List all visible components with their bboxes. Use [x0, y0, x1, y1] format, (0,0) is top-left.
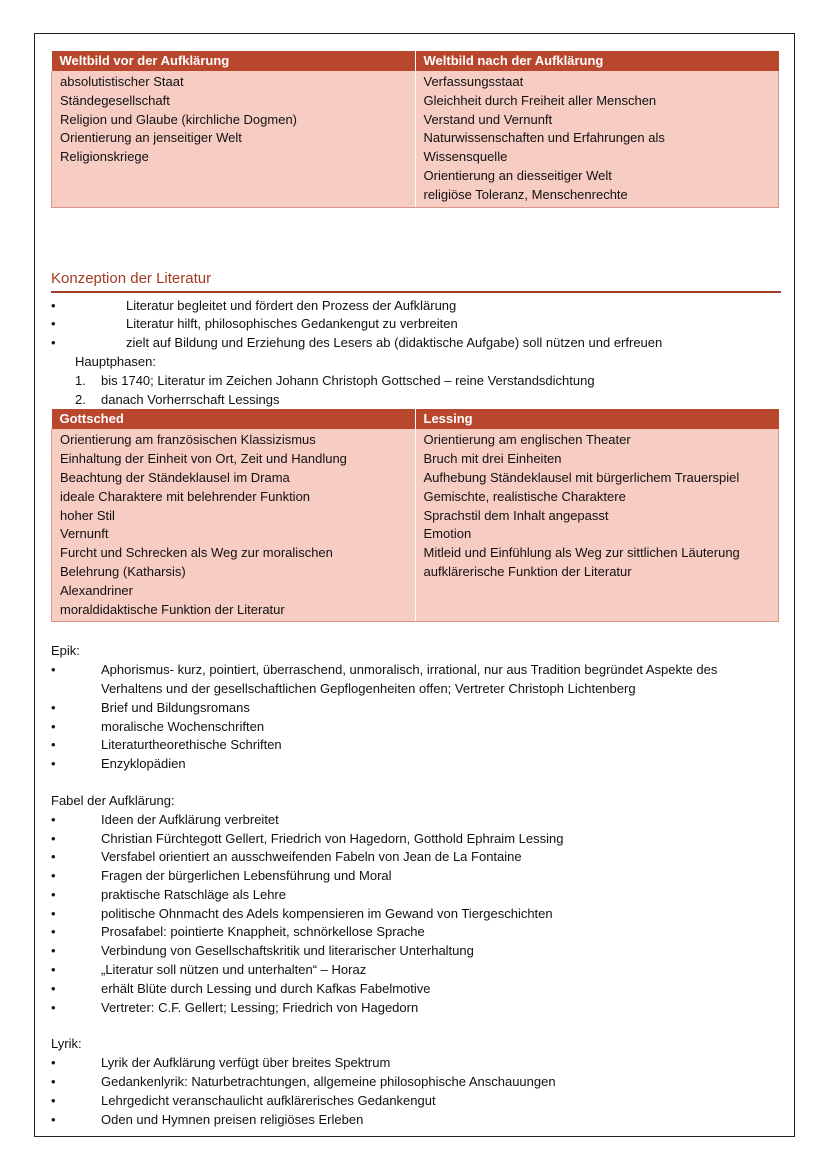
list-item-text: Verbindung von Gesellschaftskritik und literarischer Unterhaltung — [101, 943, 474, 959]
list-item-text: praktische Ratschläge als Lehre — [101, 886, 286, 902]
bullet-icon: • — [51, 811, 56, 827]
bullet-icon: • — [51, 962, 56, 978]
bullet-icon: • — [51, 662, 56, 678]
bullet-icon: • — [51, 830, 56, 846]
list-item — [51, 755, 781, 774]
lessing-item: Gemischte, realistische Charaktere — [423, 488, 626, 504]
list-item-text: Oden und Hymnen preisen religiöses Erleben — [101, 1111, 364, 1127]
lyrik-label: Lyrik: — [51, 1036, 82, 1052]
phase-text: danach Vorherrschaft Lessings — [101, 391, 280, 407]
list-item — [51, 980, 781, 999]
list-item — [51, 867, 781, 886]
list-item — [51, 905, 781, 924]
list-item — [51, 661, 781, 699]
list-item — [51, 1111, 781, 1130]
list-item — [51, 848, 781, 867]
worldview-before-item: absolutistischer Staat — [60, 74, 184, 89]
worldview-after-item: religiöse Toleranz, Menschenrechte — [423, 186, 628, 202]
worldview-before-item: Ständegesellschaft — [60, 92, 170, 108]
bullet-icon: • — [51, 1074, 56, 1090]
list-item — [51, 1054, 781, 1073]
lessing-item: Bruch mit drei Einheiten — [423, 451, 562, 467]
bullet-icon: • — [51, 297, 56, 313]
page-frame — [34, 33, 795, 1137]
list-item-text: Enzyklopädien — [101, 756, 186, 772]
worldview-after-item: Verstand und Vernunft — [423, 111, 553, 127]
worldview-before-item: Orientierung an jenseitiger Welt — [60, 130, 242, 146]
concept-bullet-list — [51, 297, 781, 353]
bullet-icon: • — [51, 718, 56, 734]
lessing-header: Lessing — [415, 409, 779, 429]
worldview-header-before: Weltbild vor der Aufklärung — [52, 51, 416, 71]
gottsched-item: Beachtung der Ständeklausel im Drama — [60, 469, 290, 485]
list-item — [51, 334, 781, 353]
list-item-text: zielt auf Bildung und Erziehung des Lesers ab (didaktische Aufgabe) soll nützen und erfreuen — [126, 335, 663, 351]
bullet-icon: • — [51, 943, 56, 959]
list-item — [51, 961, 781, 980]
list-item-text: Aphorismus- kurz, pointiert, überraschend, unmoralisch, irrational, nur aus Tradition begründet Aspekte des Verhaltens und der gesellschaftlichen Gepflogenheiten offen; Vertreter Christoph Lichtenberg — [101, 662, 718, 696]
list-item-text: Literaturtheorethische Schriften — [101, 737, 282, 753]
worldview-after-cell — [415, 71, 779, 207]
list-item-text: erhält Blüte durch Lessing und durch Kafkas Fabelmotive — [101, 980, 431, 996]
list-item-text: Gedankenlyrik: Naturbetrachtungen, allgemeine philosophische Anschauungen — [101, 1074, 556, 1090]
worldview-before-cell — [52, 71, 416, 207]
gottsched-item: ideale Charaktere mit belehrender Funktion — [60, 488, 311, 504]
bullet-icon: • — [51, 868, 56, 884]
phase-item — [51, 372, 781, 391]
phase-number: 2. — [75, 391, 86, 407]
bullet-icon: • — [51, 699, 56, 715]
list-item — [51, 1092, 781, 1111]
bullet-icon: • — [51, 980, 56, 996]
lessing-item: Orientierung am englischen Theater — [423, 432, 631, 448]
gottsched-lessing-table — [51, 409, 779, 622]
worldview-table — [51, 51, 779, 208]
bullet-icon: • — [51, 1092, 56, 1108]
gottsched-item: Vernunft — [60, 526, 109, 542]
lessing-item: Sprachstil dem Inhalt angepasst — [423, 507, 609, 523]
list-item-text: Fragen der bürgerlichen Lebensführung und Moral — [101, 868, 392, 884]
bullet-icon: • — [51, 849, 56, 865]
list-item — [51, 718, 781, 737]
list-item-text: Versfabel orientiert an ausschweifenden Fabeln von Jean de La Fontaine — [101, 849, 522, 865]
list-item — [51, 830, 781, 849]
list-item-text: politische Ohnmacht des Adels kompensieren im Gewand von Tiergeschichten — [101, 905, 553, 921]
list-item — [51, 699, 781, 718]
bullet-icon: • — [51, 316, 56, 332]
lyrik-list — [51, 1054, 781, 1129]
gottsched-item: hoher Stil — [60, 507, 115, 523]
gottsched-header: Gottsched — [52, 409, 416, 429]
list-item-text: Prosafabel: pointierte Knappheit, schnörkellose Sprache — [101, 924, 425, 940]
list-item — [51, 942, 781, 961]
gottsched-item: moraldidaktische Funktion der Literatur — [60, 601, 285, 617]
list-item — [51, 923, 781, 942]
phase-number: 1. — [75, 372, 86, 388]
lessing-item: Mitleid und Einfühlung als Weg zur sittlichen Läuterung — [423, 545, 740, 561]
list-item-text: Lyrik der Aufklärung verfügt über breites Spektrum — [101, 1055, 391, 1071]
bullet-icon: • — [51, 886, 56, 902]
lessing-item: Emotion — [423, 526, 472, 542]
list-item-text: „Literatur soll nützen und unterhalten“ – Horaz — [101, 962, 367, 978]
list-item-text: Literatur begleitet und fördert den Prozess der Aufklärung — [126, 297, 457, 313]
list-item-text: Ideen der Aufklärung verbreitet — [101, 811, 279, 827]
list-item — [51, 297, 781, 316]
gottsched-item: Alexandriner — [60, 582, 133, 598]
gottsched-item: Furcht und Schrecken als Weg zur moralischen — [60, 545, 333, 561]
epik-label: Epik: — [51, 643, 80, 659]
worldview-after-item: Naturwissenschaften und Erfahrungen als — [423, 130, 665, 146]
epik-list — [51, 661, 781, 774]
gottsched-item: Belehrung (Katharsis) — [60, 563, 186, 579]
fabel-list — [51, 811, 781, 1018]
bullet-icon: • — [51, 737, 56, 753]
list-item — [51, 315, 781, 334]
worldview-header-after: Weltbild nach der Aufklärung — [415, 51, 779, 71]
bullet-icon: • — [51, 335, 56, 351]
lessing-item: Aufhebung Ständeklausel mit bürgerlichem Trauerspiel — [423, 469, 740, 485]
gottsched-item: Orientierung am französischen Klassizismus — [60, 432, 316, 448]
worldview-after-item: Orientierung an diesseitiger Welt — [423, 167, 612, 183]
bullet-icon: • — [51, 924, 56, 940]
section-heading-konzeption: Konzeption der Literatur — [51, 270, 781, 293]
list-item — [51, 886, 781, 905]
list-item-text: Literatur hilft, philosophisches Gedankengut zu verbreiten — [126, 316, 458, 332]
fabel-label: Fabel der Aufklärung: — [51, 792, 175, 808]
list-item — [51, 1073, 781, 1092]
worldview-after-item: Wissensquelle — [423, 149, 508, 165]
bullet-icon: • — [51, 1111, 56, 1127]
lessing-item: aufklärerische Funktion der Literatur — [423, 563, 632, 579]
worldview-after-item: Verfassungsstaat — [423, 74, 524, 89]
phases-label: Hauptphasen: — [75, 353, 156, 369]
bullet-icon: • — [51, 905, 56, 921]
document-content — [51, 51, 781, 1129]
gottsched-cell — [52, 429, 416, 621]
bullet-icon: • — [51, 756, 56, 772]
worldview-before-item: Religion und Glaube (kirchliche Dogmen) — [60, 111, 298, 127]
phase-text: bis 1740; Literatur im Zeichen Johann Christoph Gottsched – reine Verstandsdichtung — [101, 372, 595, 388]
worldview-after-item: Gleichheit durch Freiheit aller Menschen — [423, 92, 657, 108]
phase-item — [51, 391, 781, 410]
bullet-icon: • — [51, 1055, 56, 1071]
list-item-text: Brief und Bildungsromans — [101, 699, 250, 715]
list-item-text: Lehrgedicht veranschaulicht aufklärerisches Gedankengut — [101, 1092, 436, 1108]
list-item — [51, 736, 781, 755]
worldview-before-item: Religionskriege — [60, 149, 149, 165]
lessing-cell — [415, 429, 779, 621]
gottsched-item: Einhaltung der Einheit von Ort, Zeit und Handlung — [60, 451, 347, 467]
list-item-text: Vertreter: C.F. Gellert; Lessing; Friedrich von Hagedorn — [101, 999, 419, 1015]
list-item — [51, 811, 781, 830]
list-item-text: Christian Fürchtegott Gellert, Friedrich von Hagedorn, Gotthold Ephraim Lessing — [101, 830, 564, 846]
bullet-icon: • — [51, 999, 56, 1015]
list-item — [51, 999, 781, 1018]
list-item-text: moralische Wochenschriften — [101, 718, 265, 734]
